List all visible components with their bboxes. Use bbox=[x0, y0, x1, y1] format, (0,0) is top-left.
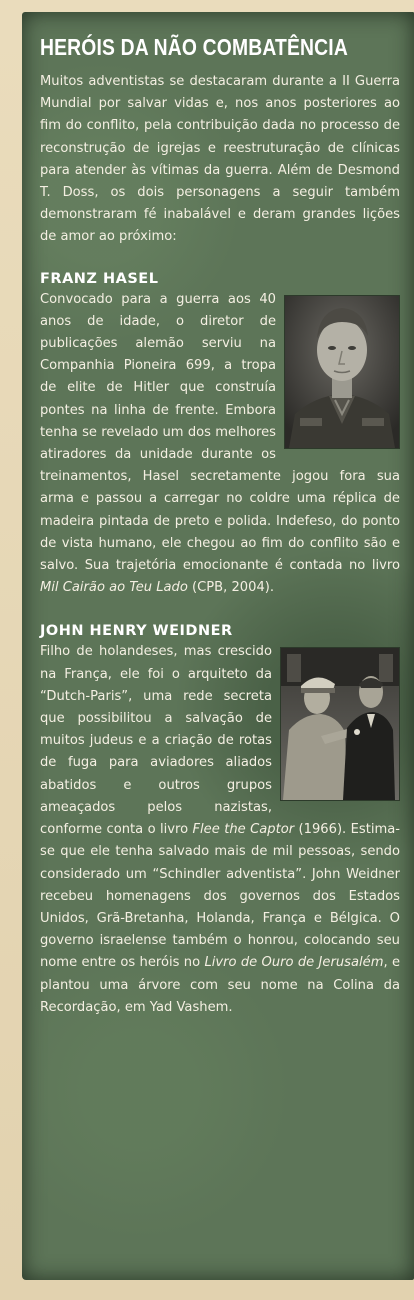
john-weidner-ceremony-photo bbox=[280, 647, 400, 801]
franz-hasel-text: Convocado para a guerra aos 40 anos de idade, o diretor de publicações alemão serviu na Companhia Pioneira 699, a tropa de elite de Hitler que construía pontes na linha de frente. Embora tenha se revelado um dos melhores atiradores da unidade durante os treinamentos, Hasel secretamente jogou fora sua arma e passou a carregar no coldre uma réplica de madeira pintada de preto e polida. Indefeso, do ponto de vista humano, ele chegou ao fim do conflito são e salvo. Sua trajetória emocionante é contada no livro bbox=[40, 291, 400, 574]
section-john-henry-weidner bbox=[40, 623, 400, 1018]
john-weidner-book-title: Flee the Captor bbox=[192, 822, 295, 838]
section-franz-hasel bbox=[40, 271, 400, 600]
intro-paragraph: Muitos adventistas se destacaram durante a II Guerra Mundial por salvar vidas e, nos anos posteriores ao fim do conflito, pela contribuição dada no processo de reconstrução de igrejas e reestruturação de clínicas para atender às vítimas da guerra. Além de Desmond T. Doss, os dois personagens a seguir também demonstraram fé inabalável e deram grandes lições de amor ao próximo: bbox=[40, 74, 400, 245]
franz-hasel-citation: (CPB, 2004). bbox=[187, 580, 275, 596]
section-heading-franz-hasel: FRANZ HASEL bbox=[40, 270, 159, 287]
article bbox=[40, 34, 400, 1043]
franz-hasel-book-title: Mil Cairão ao Teu Lado bbox=[40, 580, 188, 596]
article-title: HERÓIS DA NÃO COMBATÊNCIA bbox=[40, 34, 348, 60]
john-weidner-book-title-2: Livro de Ouro de Jerusalém bbox=[204, 955, 384, 971]
john-weidner-text: Filho de holandeses, mas crescido na França, ele foi o arquiteto da “Dutch-Paris”, uma rede secreta que possibilitou a salvação de muitos judeus e a criação de rotas de fuga para aviadores aliados abatidos e outros grupos ameaçados pelos nazistas, conforme conta o livro bbox=[40, 644, 272, 838]
section-heading-john-henry-weidner: JOHN HENRY WEIDNER bbox=[40, 623, 233, 640]
franz-hasel-portrait-photo bbox=[284, 295, 400, 449]
john-weidner-text-middle: (1966). Estima-se que ele tenha salvado mais de mil pessoas, sendo considerado um “Schindler adventista”. John Weidner recebeu homenagens dos governos dos Estados Unidos, Grã-Bretanha, Holanda, França e Bélgica. O governo israelense também o honrou, colocando seu nome entre os heróis no bbox=[40, 822, 400, 971]
john-weidner-text-end: , e plantou uma árvore com seu nome na Colina da Recordação, em Yad Vashem. bbox=[40, 955, 400, 1015]
